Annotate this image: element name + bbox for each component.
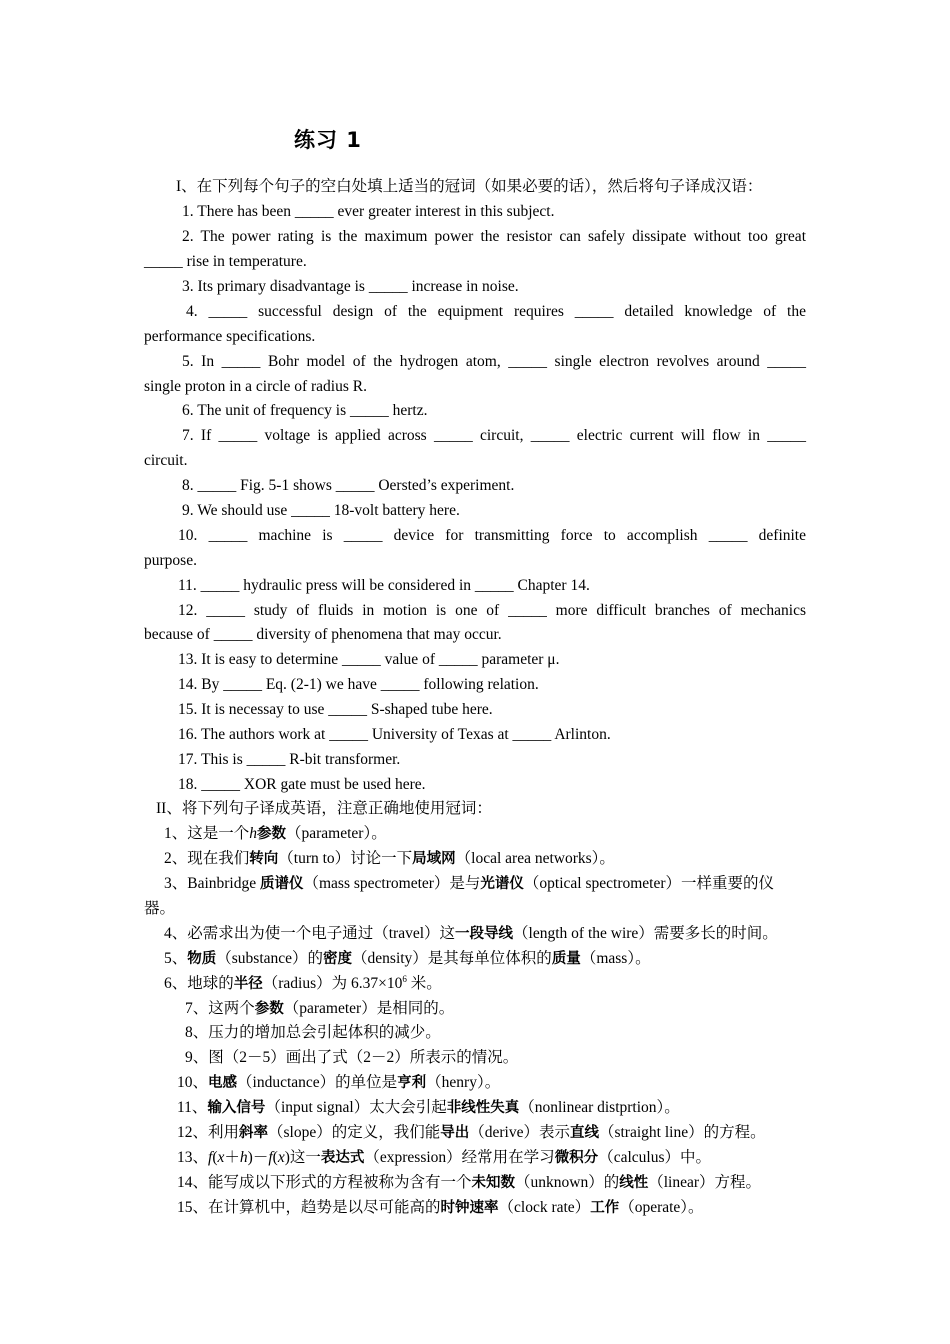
translation-line: [177, 1170, 806, 1196]
keyword: 时钟速率: [440, 1200, 499, 1216]
text: ＋: [224, 1149, 240, 1166]
keyword: 表达式: [320, 1150, 365, 1166]
keyword: 物质: [187, 951, 217, 967]
exercise-line: performance specifications.: [144, 328, 316, 345]
text: 3、Bainbridge: [164, 875, 260, 892]
text: （slope）的定义，我们能: [268, 1124, 441, 1141]
variable: x: [217, 1149, 225, 1166]
keyword: 微积分: [554, 1150, 599, 1166]
exercise-line: because of _____ diversity of phenomena that may occur.: [144, 626, 502, 643]
keyword: 电感: [208, 1075, 238, 1091]
keyword: 质量: [551, 951, 581, 967]
keyword: 亨利: [397, 1075, 427, 1091]
translation-line: [164, 971, 806, 997]
exercise-line: 7. If _____ voltage is applied across _____ circuit, _____ electric current will flow in _____: [182, 427, 806, 444]
keyword: 转向: [249, 851, 279, 867]
translation-line: [164, 946, 806, 972]
variable: h: [239, 1149, 248, 1166]
text: 米。: [406, 975, 442, 992]
translation-line: 9、图（2－5）画出了式（2－2）所表示的情况。: [185, 1049, 519, 1066]
keyword: 线性: [619, 1175, 649, 1191]
exponent: 6: [402, 973, 407, 984]
text: 4、必需求出为使一个电子通过（travel）这: [164, 925, 456, 942]
exercise-line: 15. It is necessay to use _____ S-shaped tube here.: [178, 701, 493, 718]
text: 15、在计算机中，趋势是以尽可能高的: [177, 1199, 441, 1216]
keyword: 密度: [323, 951, 353, 967]
text: （linear）方程。: [648, 1174, 762, 1191]
text: （parameter）是相同的。: [283, 1000, 455, 1017]
text: (: [212, 1149, 218, 1166]
text: （mass spectrometer）是与: [303, 875, 481, 892]
text: 这一: [289, 1149, 321, 1166]
keyword: 直线: [569, 1125, 599, 1141]
keyword: 半径: [233, 976, 263, 992]
variable: h: [249, 825, 258, 842]
text: （density）是其每单位体积的: [352, 950, 552, 967]
text: （expression）经常用在学习: [364, 1149, 555, 1166]
text: 2、现在我们: [164, 850, 250, 867]
text: （optical spectrometer）一样重要的仪: [523, 875, 775, 892]
keyword: 光谱仪: [480, 876, 524, 892]
text: （mass）。: [580, 950, 651, 967]
exercise-line: 9. We should use _____ 18-volt battery here.: [182, 502, 460, 519]
page-title: 练习 1: [294, 128, 362, 152]
translation-line: [177, 1195, 806, 1221]
text: （clock rate）: [498, 1199, 591, 1216]
exercise-line: 1. There has been _____ ever greater interest in this subject.: [182, 203, 555, 220]
exercise-line: 2. The power rating is the maximum power the resistor can safely dissipate without too great: [182, 228, 806, 245]
translation-line: [164, 821, 806, 847]
exercise-line: purpose.: [144, 552, 197, 569]
text: )－: [247, 1149, 269, 1166]
keyword: 输入信号: [207, 1100, 266, 1116]
keyword: 参数: [257, 826, 287, 842]
translation-line: 8、压力的增加总会引起体积的减少。: [185, 1024, 441, 1041]
exercise-line: single proton in a circle of radius R.: [144, 378, 367, 395]
variable: f: [268, 1149, 273, 1166]
keyword: 导出: [440, 1125, 470, 1141]
text: （derive）表示: [469, 1124, 570, 1141]
exercise-line: 8. _____ Fig. 5-1 shows _____ Oersted’s experiment.: [182, 477, 515, 494]
section2-heading: II、将下列句子译成英语，注意正确地使用冠词：: [156, 800, 492, 817]
text: （substance）的: [216, 950, 324, 967]
exercise-line: 11. _____ hydraulic press will be considered in _____ Chapter 14.: [178, 577, 590, 594]
translation-line: [177, 1095, 806, 1121]
text: （operate）。: [619, 1199, 704, 1216]
keyword: 一段导线: [455, 926, 514, 942]
exercise-line: 12. _____ study of fluids in motion is one of _____ more difficult branches of mechanics: [178, 602, 806, 619]
text: （unknown）的: [515, 1174, 620, 1191]
translation-line: [164, 871, 806, 897]
text: （inductance）的单位是: [237, 1074, 398, 1091]
keyword: 工作: [590, 1200, 620, 1216]
text: 6、地球的: [164, 975, 234, 992]
text: （henry）。: [426, 1074, 501, 1091]
text: （turn to）讨论一下: [278, 850, 413, 867]
keyword: 参数: [254, 1001, 284, 1017]
text: （calculus）中。: [598, 1149, 711, 1166]
exercise-line: 16. The authors work at _____ University of Texas at _____ Arlinton.: [178, 726, 611, 743]
text: 1、这是一个: [164, 825, 250, 842]
text: 5、: [164, 950, 188, 967]
text: 14、能写成以下形式的方程被称为含有一个: [177, 1174, 472, 1191]
text: （nonlinear distprtion）。: [519, 1099, 680, 1116]
exercise-line: 17. This is _____ R-bit transformer.: [178, 751, 401, 768]
text: 7、这两个: [185, 1000, 255, 1017]
variable: f: [208, 1149, 213, 1166]
exercise-line: 5. In _____ Bohr model of the hydrogen atom, _____ single electron revolves around _____: [182, 353, 806, 370]
text: (: [272, 1149, 278, 1166]
exercise-line: 4. _____ successful design of the equipment requires _____ detailed knowledge of the: [186, 303, 806, 320]
translation-line: [177, 1145, 806, 1171]
text: （radius）为 6.37×10: [262, 975, 403, 992]
exercise-line: 6. The unit of frequency is _____ hertz.: [182, 402, 428, 419]
section1-heading: I、在下列每个句子的空白处填上适当的冠词（如果必要的话），然后将句子译成汉语：: [176, 178, 763, 195]
translation-line: 器。: [144, 900, 176, 917]
keyword: 未知数: [471, 1175, 516, 1191]
text: （local area networks）。: [455, 850, 615, 867]
text: （input signal）太大会引起: [265, 1099, 447, 1116]
variable: x: [277, 1149, 285, 1166]
text: ): [284, 1149, 290, 1166]
exercise-line: _____ rise in temperature.: [144, 253, 307, 270]
text: 10、: [177, 1074, 209, 1091]
text: 12、利用: [177, 1124, 240, 1141]
exercise-line: 10. _____ machine is _____ device for transmitting force to accomplish _____ definite: [178, 527, 806, 544]
translation-line: [164, 921, 806, 947]
exercise-line: 3. Its primary disadvantage is _____ increase in noise.: [182, 278, 519, 295]
text: （straight line）的方程。: [598, 1124, 766, 1141]
exercise-line: 14. By _____ Eq. (2-1) we have _____ following relation.: [178, 676, 539, 693]
exercise-line: 18. _____ XOR gate must be used here.: [178, 776, 426, 793]
text: （length of the wire）需要多长的时间。: [513, 925, 778, 942]
keyword: 非线性失真: [446, 1100, 520, 1116]
keyword: 斜率: [239, 1125, 269, 1141]
translation-line: [177, 1120, 806, 1146]
exercise-line: circuit.: [144, 452, 188, 469]
keyword: 质谱仪: [260, 876, 304, 892]
text: 13、: [177, 1149, 209, 1166]
text: （parameter）。: [286, 825, 387, 842]
keyword: 局域网: [412, 851, 456, 867]
exercise-line: 13. It is easy to determine _____ value of _____ parameter μ.: [178, 651, 560, 668]
translation-line: [164, 846, 806, 872]
text: 11、: [177, 1099, 208, 1116]
translation-line: [185, 996, 806, 1022]
translation-line: [177, 1070, 806, 1096]
